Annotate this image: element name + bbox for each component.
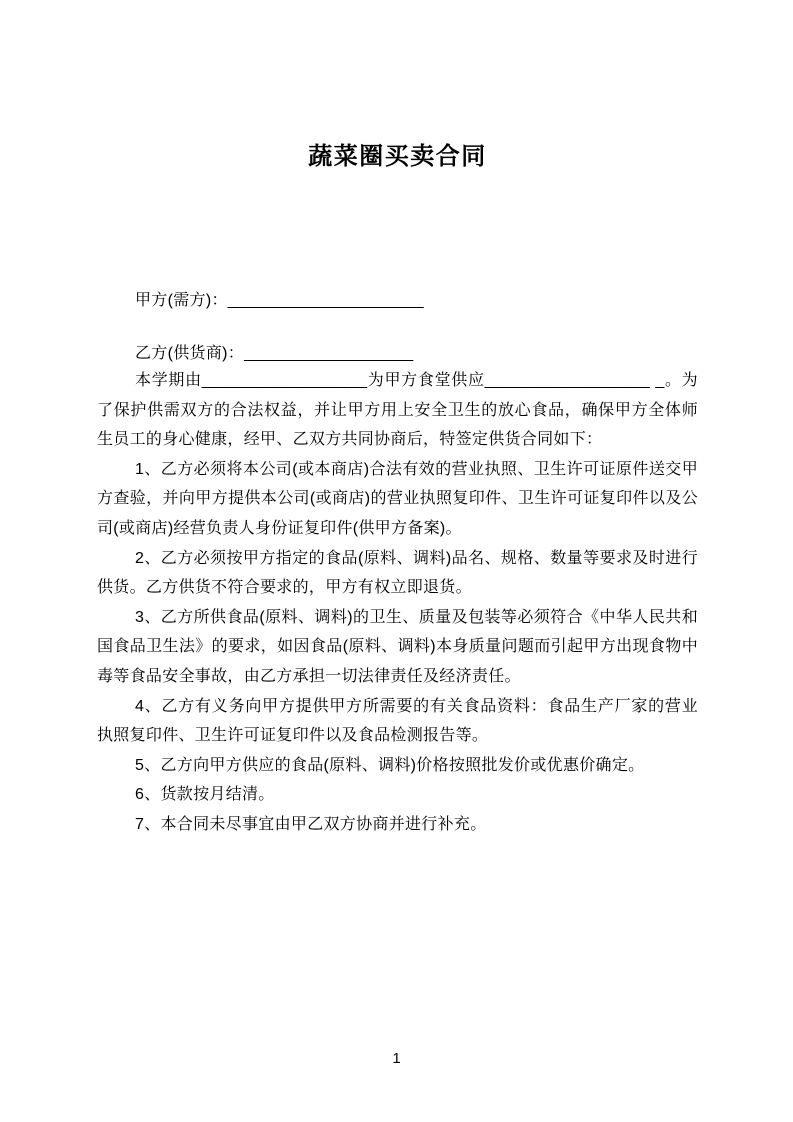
page-number: 1 [392, 1050, 401, 1067]
party-a-label: 甲方(需方)： [135, 292, 228, 309]
party-b-line [97, 342, 698, 366]
clause-6: 6、货款按月结清。 [135, 786, 275, 804]
party-b-blank-field: ___________________ [244, 345, 414, 362]
party-b-label: 乙方(供货商)： [135, 345, 245, 362]
document-content [97, 0, 698, 840]
party-a-line [97, 289, 698, 313]
document-title: 蔬菜圈买卖合同 [308, 143, 487, 170]
clause-3: 3、乙方所供食品(原料、调料)的卫生、质量及包装等必须符合《中华人民共和国食品卫生法》的要求，如因食品(原料、调料)本身质量问题而引起甲方出现食物中毒等食品安全事故，由乙方承担一切法律责任及经济责任。 [97, 608, 698, 685]
intro-paragraph: 本学期由__________________为甲方食堂供应__________________ _。为了保护供需双方的合法权益，并让甲方用上安全卫生的放心食品，确保甲方全体师生员工的身心健康，经甲、乙双方共同协商后，特签定供货合同如下： [97, 372, 698, 449]
clause-1: 1、乙方必须将本公司(或本商店)合法有效的营业执照、卫生许可证原件送交甲方查验，并向甲方提供本公司(或商店)的营业执照复印件、卫生许可证复印件以及公司(或商店)经营负责人身份证复印件(供甲方备案)。 [97, 460, 698, 537]
clause-4: 4、乙方有义务向甲方提供甲方所需要的有关食品资料：食品生产厂家的营业执照复印件、卫生许可证复印件以及食品检测报告等。 [97, 697, 698, 745]
clause-5: 5、乙方向甲方供应的食品(原料、调料)价格按照批发价或优惠价确定。 [135, 756, 645, 774]
clause-2: 2、乙方必须按甲方指定的食品(原料、调料)品名、规格、数量等要求及时进行供货。乙方供货不符合要求的，甲方有权立即退货。 [97, 549, 698, 597]
clause-7: 7、本合同未尽事宜由甲乙双方协商并进行补充。 [135, 815, 487, 833]
party-a-blank-field: ______________________ [227, 292, 424, 309]
